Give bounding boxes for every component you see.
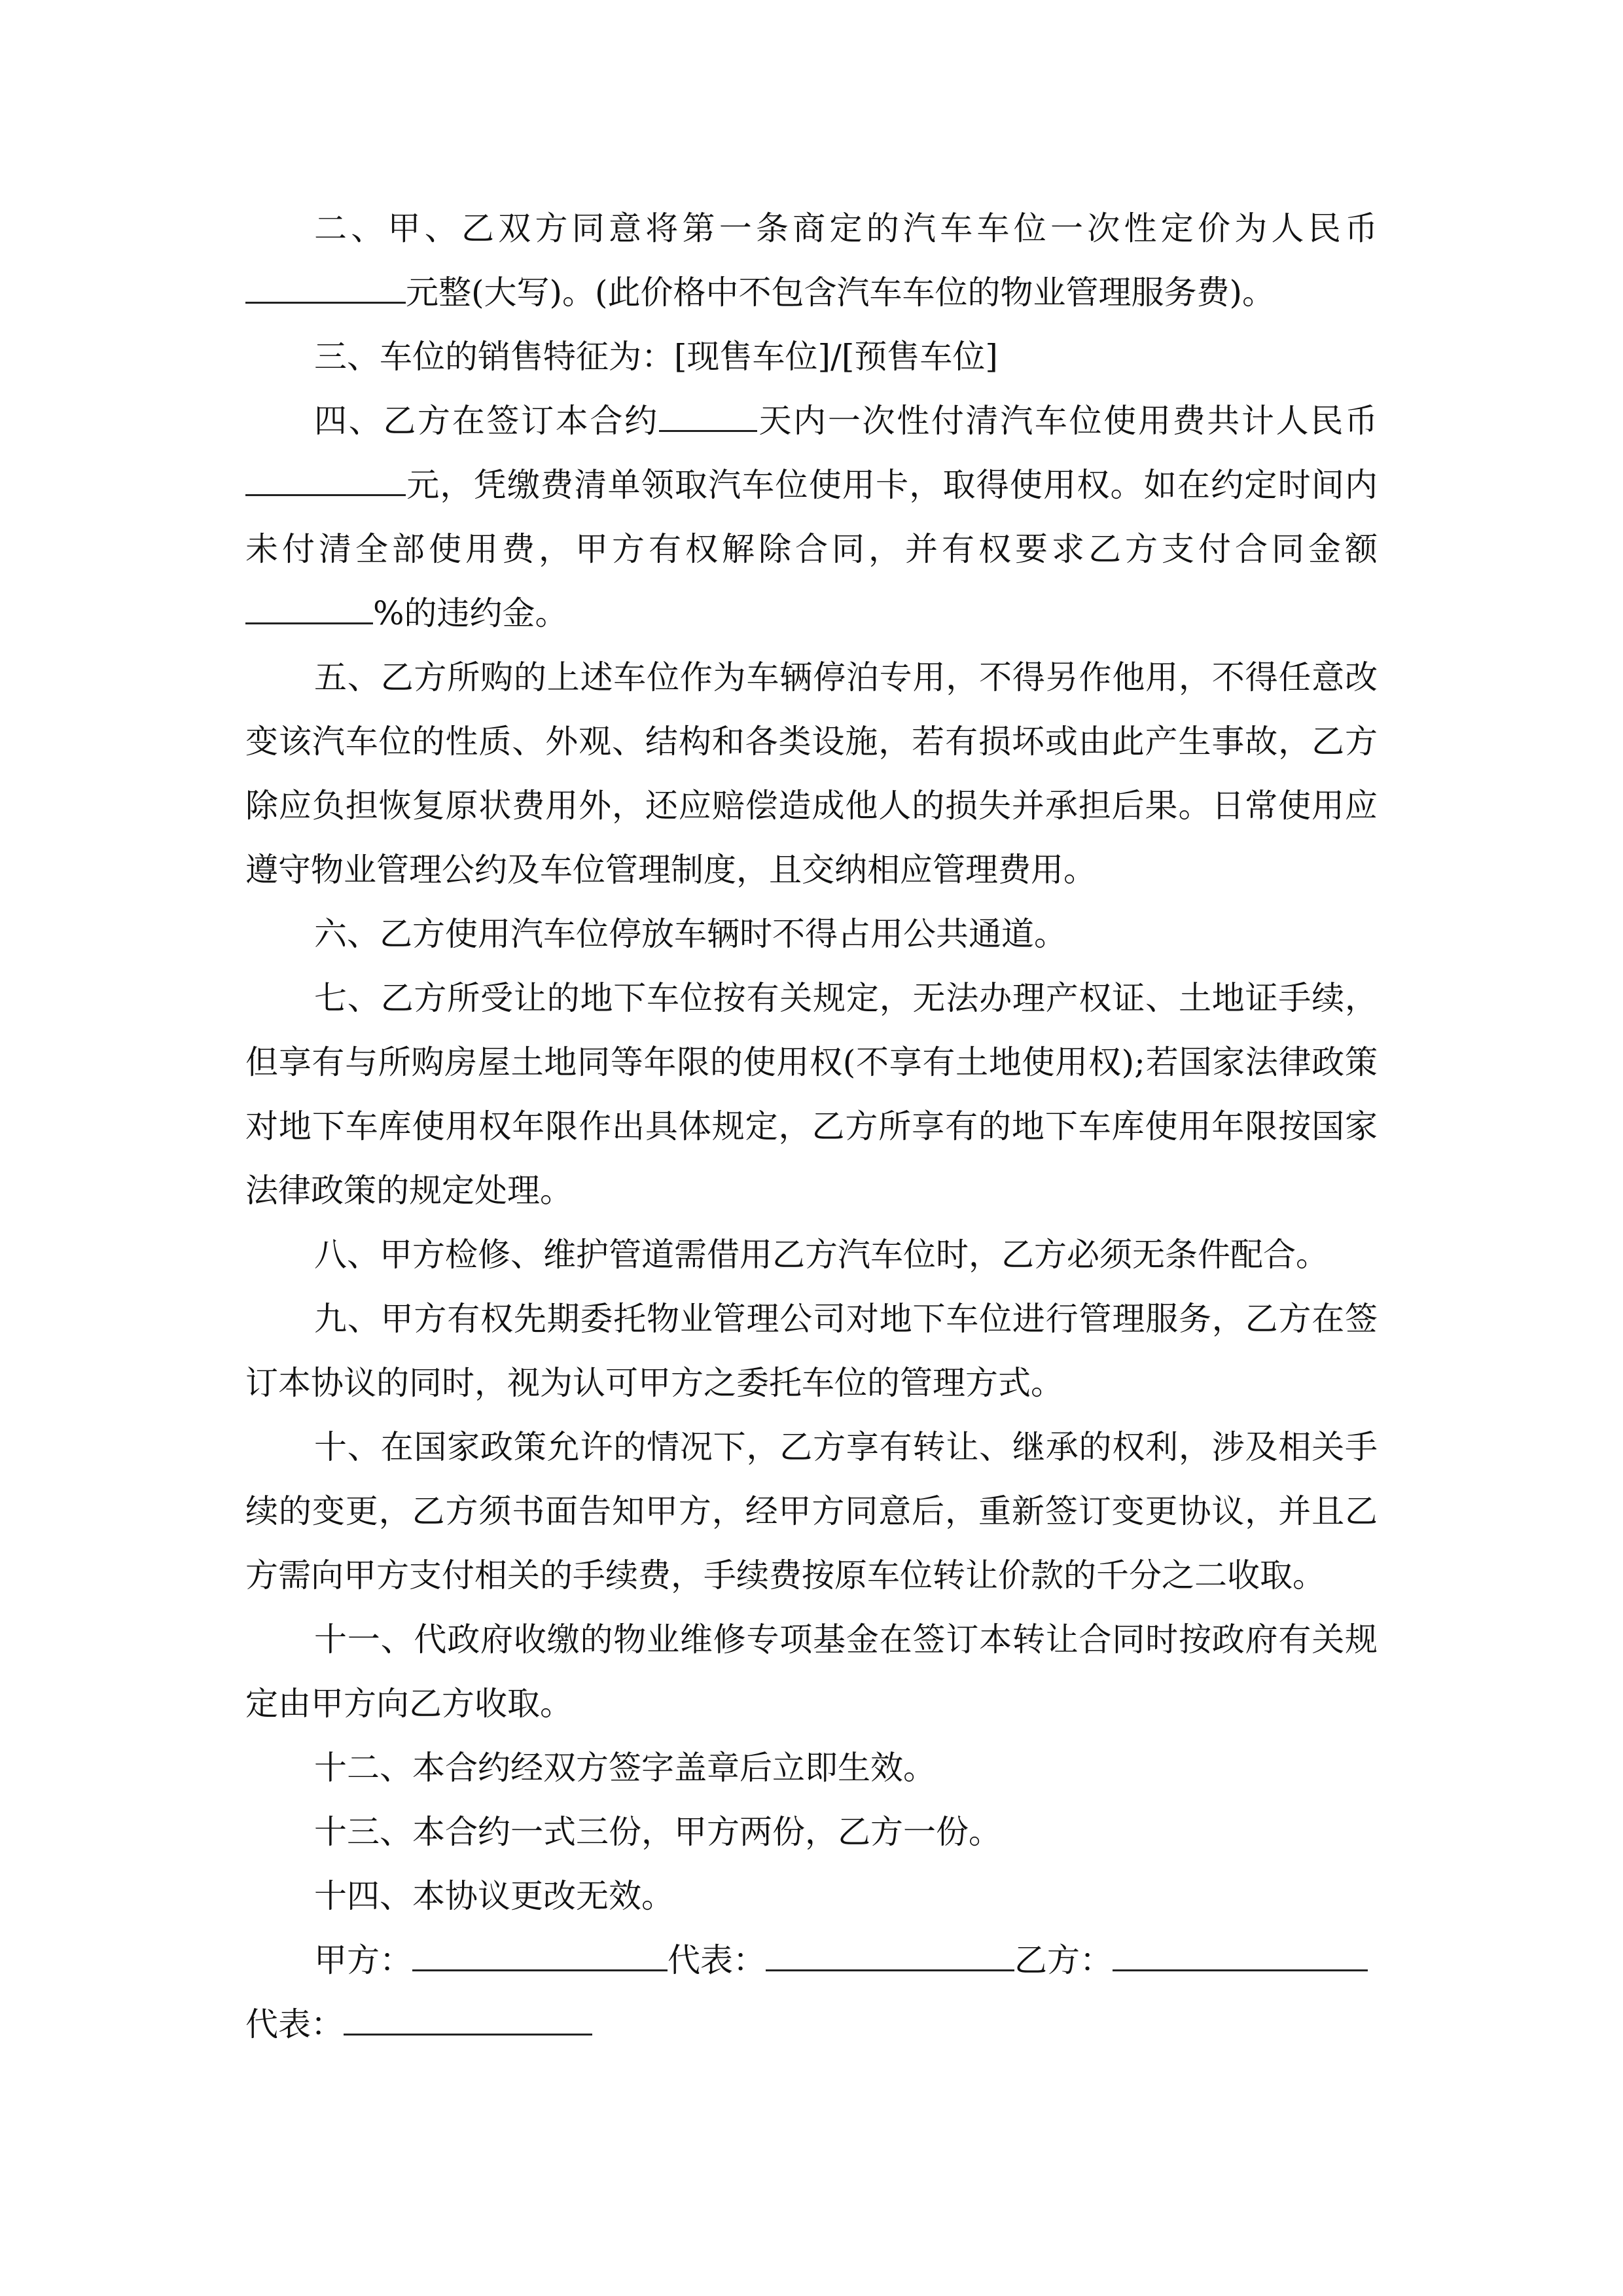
clause-4-text-a: 四、乙方在签订本合约 [314, 402, 659, 440]
penalty-percent-blank[interactable] [245, 583, 373, 624]
clause-3: 三、车位的销售特征为：[现售车位]/[预售车位] [314, 338, 998, 376]
party-a-rep-label: 代表： [668, 1941, 766, 1979]
clause-14: 十四、本协议更改无效。 [314, 1877, 674, 1915]
party-a-label: 甲方： [314, 1941, 412, 1979]
clause-5: 五、乙方所购的上述车位作为车辆停泊专用，不得另作他用，不得任意改变该汽车位的性质、外观、结构和各类设施，若有损坏或由此产生事故，乙方除应负担恢复原状费用外，还应赔偿造成他人的损失并承担后果。日常使用应遵守物业管理公约及车位管理制度，且交纳相应管理费用。 [245, 658, 1378, 889]
party-a-signature-field[interactable] [412, 1930, 668, 1971]
clause-4-text-d: %的违约金。 [373, 594, 568, 632]
clause-9: 九、甲方有权先期委托物业管理公司对地下车位进行管理服务，乙方在签订本协议的同时，视为认可甲方之委托车位的管理方式。 [245, 1300, 1378, 1402]
clause-8: 八、甲方检修、维护管道需借用乙方汽车位时，乙方必须无条件配合。 [314, 1236, 1329, 1274]
party-b-rep-field[interactable] [344, 1994, 592, 2036]
party-b-signature-field[interactable] [1113, 1930, 1368, 1971]
signature-row-2 [245, 1992, 1378, 2056]
price-blank[interactable] [245, 262, 406, 304]
party-a-rep-field[interactable] [766, 1930, 1014, 1971]
clause-10: 十、在国家政策允许的情况下，乙方享有转让、继承的权利，涉及相关手续的变更，乙方须书面告知甲方，经甲方同意后，重新签订变更协议，并且乙方需向甲方支付相关的手续费，手续费按原车位转让价款的千分之二收取。 [245, 1428, 1378, 1594]
party-b-label: 乙方： [1014, 1941, 1113, 1979]
clause-4 [245, 389, 1378, 645]
clause-2 [245, 196, 1378, 325]
days-blank[interactable] [659, 391, 757, 432]
clause-7: 七、乙方所受让的地下车位按有关规定，无法办理产权证、土地证手续，但享有与所购房屋土地同等年限的使用权(不享有土地使用权);若国家法律政策对地下车库使用权年限作出具体规定，乙方所享有的地下车库使用年限按国家法律政策的规定处理。 [245, 979, 1378, 1210]
clause-12: 十二、本合约经双方签字盖章后立即生效。 [314, 1749, 936, 1787]
signature-row [245, 1928, 1378, 1992]
party-b-rep-label: 代表： [245, 2005, 344, 2043]
clause-4-text-c: 元，凭缴费清单领取汽车位使用卡，取得使用权。如在约定时间内未付清全部使用费，甲方有权解除合同，并有权要求乙方支付合同金额 [245, 466, 1378, 568]
clause-4-text-b: 天内一次性付清汽车位使用费共计人民币 [757, 402, 1378, 440]
clause-2-text-b: 元整(大写)。(此价格中不包含汽车车位的物业管理服务费)。 [406, 274, 1275, 312]
fee-amount-blank[interactable] [245, 455, 406, 496]
clause-13: 十三、本合约一式三份，甲方两份，乙方一份。 [314, 1813, 1001, 1851]
clause-6: 六、乙方使用汽车位停放车辆时不得占用公共通道。 [314, 915, 1067, 953]
contract-body [245, 196, 1378, 2056]
clause-11: 十一、代政府收缴的物业维修专项基金在签订本转让合同时按政府有关规定由甲方向乙方收取。 [245, 1621, 1378, 1723]
clause-2-text-a: 二、甲、乙双方同意将第一条商定的汽车车位一次性定价为人民币 [314, 209, 1378, 247]
